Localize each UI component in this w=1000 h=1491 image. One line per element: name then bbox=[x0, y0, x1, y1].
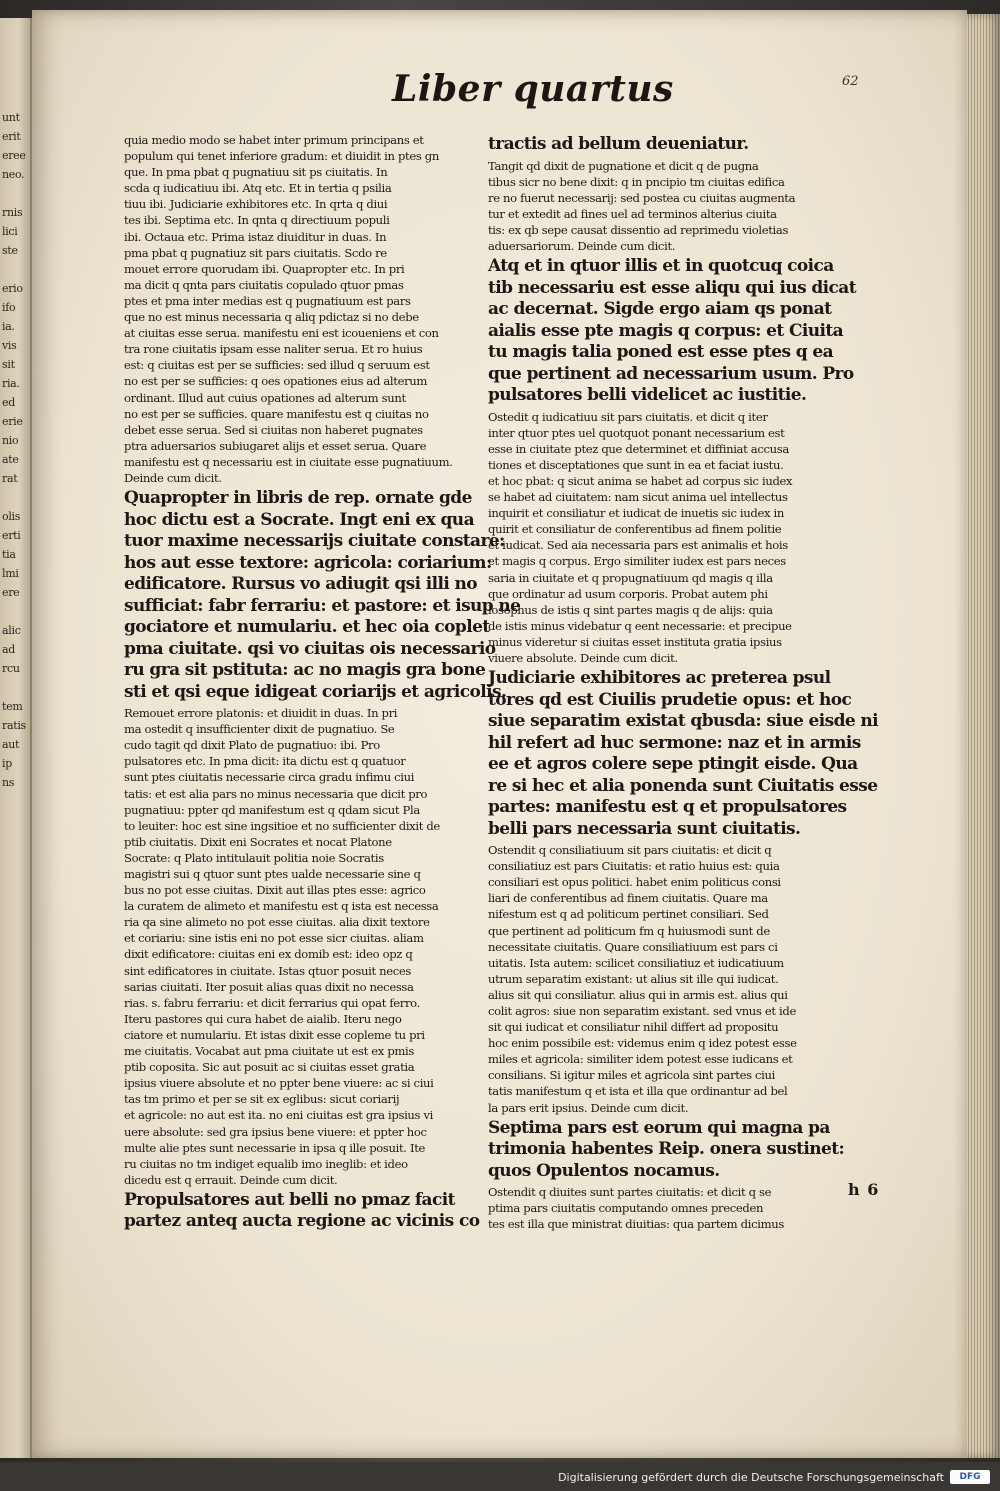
left-page-fragment bbox=[2, 678, 30, 697]
left-page-fragment: ed bbox=[2, 396, 15, 409]
text-line: et agricole: no aut est ita. no eni ciuitas est gra ipsius vi bbox=[124, 1108, 434, 1123]
text-line: ordinant. Illud aut cuius opationes ad alterum sunt bbox=[124, 390, 406, 405]
text-line: inquirit et consiliatur et iudicat de inuetis sic iudex in bbox=[488, 506, 784, 521]
text-line: quos Opulentos nocamus. bbox=[488, 1160, 720, 1181]
text-line: et iudicat. Sed aia necessaria pars est animalis et hois bbox=[488, 538, 788, 553]
text-line: bus no pot esse ciuitas. Dixit aut illas ptes esse: agrico bbox=[124, 883, 426, 898]
text-line: consiliatiuz est pars Ciuitatis: et ratio huius est: quia bbox=[488, 859, 780, 874]
text-line: ibi. Octaua etc. Prima istaz diuiditur in duas. In bbox=[124, 229, 387, 244]
text-line: Atq et in qtuor illis et in quotcuq coica bbox=[488, 256, 834, 277]
left-page-fragment: erie bbox=[2, 415, 23, 428]
text-line: miles et agricola: similiter idem potest esse iudicans et bbox=[488, 1052, 793, 1067]
text-line: tra rone ciuitatis ipsam esse naliter serua. Et ro huius bbox=[124, 342, 423, 357]
text-line: ma ostedit q insufficienter dixit de pugnatiuo. Se bbox=[124, 722, 395, 737]
text-line: consilians. Si igitur miles et agricola sint partes ciui bbox=[488, 1068, 775, 1083]
text-line: et magis q corpus. Ergo similiter iudex est pars neces bbox=[488, 554, 786, 569]
text-line: ptes et pma inter medias est q pugnatiuum est pars bbox=[124, 293, 411, 308]
text-line: quirit et consiliatur de conferentibus ad finem politie bbox=[488, 522, 782, 537]
text-line: mouet errore quorudam ibi. Quapropter etc. In pri bbox=[124, 261, 405, 276]
folio-number: 62 bbox=[842, 74, 859, 89]
running-head: Liber quartus bbox=[392, 68, 674, 110]
text-line: que no est minus necessaria q aliq pdictaz si no debe bbox=[124, 310, 419, 325]
left-page-fragment: ia. bbox=[2, 320, 15, 333]
text-line: belli pars necessaria sunt ciuitatis. bbox=[488, 818, 801, 839]
text-line: tores qd est Ciuilis prudetie opus: et hoc bbox=[488, 689, 852, 710]
text-line: sint edificatores in ciuitate. Istas qtuor posuit neces bbox=[124, 963, 411, 978]
left-page-fragment: ate bbox=[2, 453, 19, 466]
text-block-text bbox=[124, 488, 521, 703]
left-page-fragment bbox=[2, 602, 30, 621]
left-page-fragment: neo. bbox=[2, 168, 25, 181]
text-line: re si hec et alia ponenda sunt Ciuitatis esse bbox=[488, 775, 878, 796]
left-page-fragment: rcu bbox=[2, 662, 20, 675]
left-page-fragment: alic bbox=[2, 624, 21, 637]
text-line: alius sit qui consiliatur. alius qui in armis est. alius qui bbox=[488, 987, 788, 1002]
text-line: pugnatiuu: ppter qd manifestum est q qdam sicut Pla bbox=[124, 802, 420, 817]
text-line: tu magis talia poned est esse ptes q ea bbox=[488, 342, 834, 363]
text-block-commentary bbox=[124, 705, 492, 1188]
text-line: populum qui tenet inferiore gradum: et diuidit in ptes gn bbox=[124, 149, 439, 164]
text-block-commentary bbox=[124, 132, 492, 486]
text-line: consiliari est opus politici. habet enim politicus consi bbox=[488, 875, 781, 890]
text-block-text bbox=[488, 256, 856, 407]
text-line: Socrate: q Plato intitulauit politia noie Socratis bbox=[124, 850, 384, 865]
text-line: ru ciuitas no tm indiget equalib imo ineglib: et ideo bbox=[124, 1156, 408, 1171]
text-block-text bbox=[488, 668, 879, 840]
text-line: scda q iudicatiuu ibi. Atq etc. Et in tertia q psilia bbox=[124, 181, 392, 196]
left-page-fragment: ste bbox=[2, 244, 18, 257]
text-line: uitatis. Ista autem: scilicet consiliatiuz et iudicatiuum bbox=[488, 955, 784, 970]
left-page-fragment: eree bbox=[2, 149, 26, 162]
text-line: esse in ciuitate ptez que determinet et diffiniat accusa bbox=[488, 441, 789, 456]
left-page-fragment: ifo bbox=[2, 301, 16, 314]
text-line: uere absolute: sed gra ipsius bene viuere: et ppter hoc bbox=[124, 1124, 427, 1139]
text-line: hos aut esse textore: agricola: coriarium: bbox=[124, 552, 492, 573]
adjacent-left-page bbox=[0, 18, 32, 1458]
text-line: quia medio modo se habet inter primum principans et bbox=[124, 133, 424, 147]
text-line: tractis ad bellum deueniatur. bbox=[488, 134, 749, 154]
text-line: magistri sui q qtuor sunt ptes ualde necessarie sine q bbox=[124, 867, 421, 881]
text-line: tiuu ibi. Judiciarie exhibitores etc. In qrta q diui bbox=[124, 197, 388, 212]
text-line: que ordinatur ad usum corporis. Probat autem phi bbox=[488, 586, 768, 601]
left-page-text-fragments bbox=[2, 108, 30, 792]
text-line: tuor maxime necessarijs ciuitate constare: bbox=[124, 531, 505, 552]
text-block-text bbox=[488, 1117, 845, 1183]
text-line: me ciuitatis. Vocabat aut pma ciuitate ut est ex pmis bbox=[124, 1044, 415, 1059]
text-line: hoc enim possibile est: videmus enim q idez potest esse bbox=[488, 1036, 797, 1051]
text-line: tibus sicr no bene dixit: q in pncipio tm ciuitas edifica bbox=[488, 174, 785, 189]
text-line: pma pbat q pugnatiuz sit pars ciuitatis. Scdo re bbox=[124, 245, 387, 260]
text-line: Propulsatores aut belli no pmaz facit bbox=[124, 1189, 455, 1210]
text-line: edificatore. Rursus vo adiugit qsi illi no bbox=[124, 574, 478, 595]
text-line: que pertinent ad necessarium usum. Pro bbox=[488, 363, 854, 384]
text-line: Judiciarie exhibitores ac preterea psul bbox=[488, 668, 831, 689]
left-page-fragment: sit bbox=[2, 358, 15, 371]
text-line: est: q ciuitas est per se sufficies: sed illud q seruum est bbox=[124, 358, 430, 373]
left-page-fragment bbox=[2, 184, 30, 203]
text-block-commentary bbox=[488, 1184, 833, 1232]
text-line: necessitate ciuitatis. Quare consiliatiuum est pars ci bbox=[488, 939, 778, 954]
text-line: losophus de istis q sint partes magis q de alijs: quia bbox=[488, 602, 773, 617]
left-page-fragment: ip bbox=[2, 757, 12, 770]
text-line: ma dicit q qnta pars ciuitatis copulado qtuor pmas bbox=[124, 277, 404, 292]
left-page-fragment: lmi bbox=[2, 567, 19, 580]
text-block-text bbox=[124, 1190, 492, 1233]
text-line: que pertinent ad politicum fm q huiusmodi sunt de bbox=[488, 923, 770, 938]
text-line: dicedu est q errauit. Deinde cum dicit. bbox=[124, 1172, 338, 1187]
text-line: dixit edificatore: ciuitas eni ex domib est: ideo opz q bbox=[124, 947, 413, 962]
text-line: rias. s. fabru ferrariu: et dicit ferrarius qui opat ferro. bbox=[124, 995, 420, 1010]
text-line: tes ibi. Septima etc. In qnta q directiuum populi bbox=[124, 213, 390, 228]
text-line: pma ciuitate. qsi vo ciuitas ois necessario bbox=[124, 638, 496, 659]
text-line: se habet ad ciuitatem: nam sicut anima uel intellectus bbox=[488, 490, 788, 505]
scanned-page bbox=[32, 10, 967, 1458]
text-line: sarias ciuitati. Iter posuit alias quas dixit no necessa bbox=[124, 979, 414, 994]
text-line: saria in ciuitate et q propugnatiuum qd magis q illa bbox=[488, 570, 773, 585]
text-line: colit agros: siue non separatim existant. sed vnus et ide bbox=[488, 1004, 796, 1018]
text-line: tatis manifestum q et ista et illa que ordinantur ad bel bbox=[488, 1084, 788, 1099]
text-line: Ostendit q consiliatiuum sit pars ciuitatis: et dicit q bbox=[488, 843, 772, 858]
text-line: partes: manifestu est q et propulsatores bbox=[488, 797, 847, 818]
text-line: sufficiat: fabr ferrariu: et pastore: et isup ne bbox=[124, 595, 521, 616]
text-line: minus videretur si ciuitas esset instituta gratia ipsius bbox=[488, 634, 782, 649]
text-line: et coriariu: sine istis eni no pot esse sicr ciuitas. aliam bbox=[124, 931, 424, 946]
text-line: cudo tagit qd dixit Plato de pugnatiuo: ibi. Pro bbox=[124, 738, 380, 753]
text-line: to leuiter: hoc est sine ingsitioe et no sufficienter dixit de bbox=[124, 818, 440, 833]
text-line: inter qtuor ptes uel quotquot ponant necessarium est bbox=[488, 425, 785, 440]
left-page-fragment bbox=[2, 488, 30, 507]
text-line: re no fuerut necessarij: sed postea cu ciuitas augmenta bbox=[488, 190, 796, 205]
text-line: aduersariorum. Deinde cum dicit. bbox=[488, 238, 676, 253]
left-page-fragment: erti bbox=[2, 529, 21, 542]
text-line: que. In pma pbat q pugnatiuu sit ps ciuitatis. In bbox=[124, 165, 388, 180]
text-line: ac decernat. Sigde ergo aiam qs ponat bbox=[488, 299, 832, 320]
text-line: ptib coposita. Sic aut posuit ac si ciuitas esset gratia bbox=[124, 1060, 415, 1075]
left-page-fragment: erio bbox=[2, 282, 23, 295]
text-line: liari de conferentibus ad finem ciuitatis. Quare ma bbox=[488, 891, 768, 906]
text-line: tes est illa que ministrat diuitias: qua partem dicimus bbox=[488, 1217, 784, 1232]
text-line: tur et extedit ad fines uel ad terminos alterius ciuita bbox=[488, 206, 777, 221]
text-line: la pars erit ipsius. Deinde cum dicit. bbox=[488, 1100, 689, 1115]
digitization-credit-bar bbox=[0, 1462, 1000, 1491]
text-line: gociatore et numulariu. et hec oia coplet bbox=[124, 617, 490, 638]
text-line: ee et agros colere sepe ptingit eisde. Qua bbox=[488, 754, 858, 775]
text-line: Iteru pastores qui cura habet de aialib. Iteru nego bbox=[124, 1011, 402, 1026]
left-page-fragment: tia bbox=[2, 548, 16, 561]
text-line: et hoc pbat: q sicut anima se habet ad corpus sic iudex bbox=[488, 473, 793, 488]
left-page-fragment: nio bbox=[2, 434, 19, 447]
left-page-fragment: aut bbox=[2, 738, 20, 751]
text-line: nifestum est q ad politicum pertinet consiliari. Sed bbox=[488, 907, 769, 922]
text-line: hil refert ad huc sermone: naz et in armis bbox=[488, 732, 861, 753]
text-line: sit qui iudicat et consiliatur nihil differt ad propositu bbox=[488, 1020, 779, 1035]
left-page-fragment: ria. bbox=[2, 377, 20, 390]
text-line: tis: ex qb sepe causat dissentio ad reprimedu violetias bbox=[488, 222, 789, 237]
text-line: ru gra sit pstituta: ac no magis gra bone bbox=[124, 660, 486, 681]
text-line: debet esse serua. Sed si ciuitas non haberet pugnates bbox=[124, 422, 423, 437]
text-line: hoc dictu est a Socrate. Ingt eni ex qua bbox=[124, 509, 474, 530]
left-page-fragment: ns bbox=[2, 776, 15, 789]
left-page-fragment: unt bbox=[2, 111, 20, 124]
left-page-fragment: ad bbox=[2, 643, 15, 656]
text-line: Tangit qd dixit de pugnatione et dicit q de pugna bbox=[488, 158, 759, 173]
text-line: tib necessariu est esse aliqu qui ius dicat bbox=[488, 277, 856, 298]
left-page-fragment: lici bbox=[2, 225, 18, 238]
text-line: Ostendit q diuites sunt partes ciuitatis: et dicit q se bbox=[488, 1185, 772, 1200]
left-page-fragment: ere bbox=[2, 586, 20, 599]
left-page-fragment: rat bbox=[2, 472, 18, 485]
text-block-commentary bbox=[488, 158, 833, 255]
text-line: trimonia habentes Reip. onera sustinet: bbox=[488, 1139, 845, 1160]
text-block-text bbox=[488, 134, 833, 156]
dfg-logo: DFG bbox=[950, 1470, 990, 1484]
text-line: pulsatores belli videlicet ac iustitie. bbox=[488, 385, 807, 406]
left-page-fragment: rnis bbox=[2, 206, 23, 219]
text-line: Ostedit q iudicatiuu sit pars ciuitatis. et dicit q iter bbox=[488, 409, 768, 424]
left-page-fragment: ratis bbox=[2, 719, 26, 732]
text-line: ptima pars ciuitatis computando omnes preceden bbox=[488, 1201, 764, 1216]
text-line: pulsatores etc. In pma dicit: ita dictu est q quatuor bbox=[124, 754, 406, 769]
text-block-commentary bbox=[488, 409, 833, 667]
text-line: de istis minus videbatur q eent necessarie: et precipue bbox=[488, 618, 792, 633]
text-line: viuere absolute. Deinde cum dicit. bbox=[488, 650, 678, 665]
text-line: tatis: et est alia pars no minus necessaria que dicit pro bbox=[124, 786, 428, 801]
credit-text: Digitalisierung gefördert durch die Deutsche Forschungsgemeinschaft bbox=[558, 1471, 944, 1484]
text-line: ptra aduersarios subiugaret alijs et esset serua. Quare bbox=[124, 438, 427, 453]
left-page-fragment: tem bbox=[2, 700, 23, 713]
text-line: Remouet errore platonis: et diuidit in duas. In pri bbox=[124, 706, 398, 721]
text-line: ciatore et numulariu. Et istas dixit esse copleme tu pri bbox=[124, 1027, 425, 1042]
left-page-fragment: vis bbox=[2, 339, 17, 352]
text-line: at ciuitas esse serua. manifestu eni est icoueniens et con bbox=[124, 326, 439, 341]
text-line: partez anteq aucta regione ac vicinis co bbox=[124, 1211, 480, 1232]
text-line: utrum separatim existant: ut alius sit ille qui iudicat. bbox=[488, 971, 779, 986]
left-page-fragment: olis bbox=[2, 510, 21, 523]
text-line: Deinde cum dicit. bbox=[124, 470, 222, 485]
left-page-fragment bbox=[2, 260, 30, 279]
text-line: manifestu est q necessariu est in ciuitate esse pugnatiuum. bbox=[124, 454, 453, 469]
text-line: Quapropter in libris de rep. ornate gde bbox=[124, 488, 472, 509]
text-line: siue separatim existat qbusda: siue eisde ni bbox=[488, 711, 879, 732]
text-line: no est per se sufficies: q oes opationes eius ad alterum bbox=[124, 374, 428, 389]
left-page-fragment: erit bbox=[2, 130, 21, 143]
text-line: no est per se sufficies. quare manifestu est q ciuitas no bbox=[124, 406, 429, 421]
text-line: la curatem de alimeto et manifestu est q ista est necessa bbox=[124, 899, 439, 914]
text-block-commentary bbox=[488, 842, 833, 1116]
text-line: ptib ciuitatis. Dixit eni Socrates et nocat Platone bbox=[124, 834, 392, 849]
text-line: multe alie ptes sunt necessarie in ipsa q ille posuit. Ite bbox=[124, 1140, 426, 1155]
text-line: aialis esse pte magis q corpus: et Ciuita bbox=[488, 320, 844, 341]
text-line: ipsius viuere absolute et no ppter bene viuere: ac si ciui bbox=[124, 1076, 434, 1091]
signature-mark: h 6 bbox=[848, 1180, 880, 1199]
text-line: tas tm primo et per se sit ex eglibus: sicut coriarij bbox=[124, 1092, 400, 1107]
text-line: ria qa sine alimeto no pot esse ciuitas. alia dixit textore bbox=[124, 915, 430, 930]
text-line: Septima pars est eorum qui magna pa bbox=[488, 1117, 830, 1138]
text-line: sunt ptes ciuitatis necessarie circa gradu infimu ciui bbox=[124, 770, 415, 785]
text-line: tiones et disceptationes que sunt in ea et faciat iustu. bbox=[488, 457, 784, 472]
text-line: sti et qsi eque idigeat coriarijs et agricolis. bbox=[124, 681, 507, 702]
text-column-left bbox=[124, 132, 521, 1235]
